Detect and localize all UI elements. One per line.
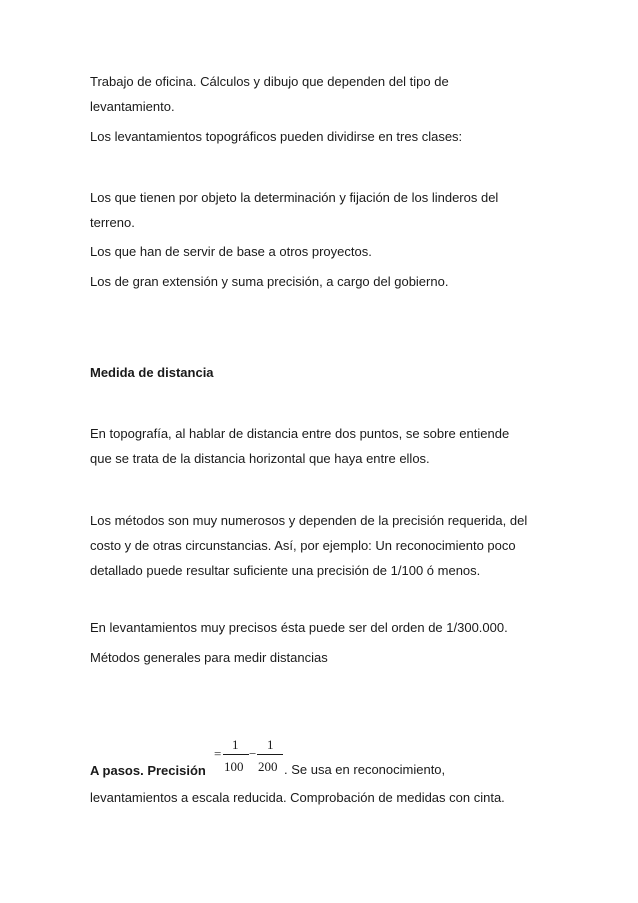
paragraph-topografia-line-1: En topografía, al hablar de distancia entre dos puntos, se sobre entiende xyxy=(90,426,510,441)
formula-frac2-numerator: 1 xyxy=(267,737,274,752)
paragraph-trabajo-line-2: levantamiento. xyxy=(90,99,175,114)
pasos-rest: . Se usa en reconocimiento, xyxy=(284,762,446,777)
paragraph-linderos-line-2: terreno. xyxy=(90,215,135,230)
paragraph-metodos-line-1: Los métodos son muy numerosos y dependen de la precisión requerida, del xyxy=(90,513,528,528)
formula-minus: − xyxy=(249,746,257,761)
paragraph-trabajo-line-1: Trabajo de oficina. Cálculos y dibujo que dependen del tipo de xyxy=(90,74,449,89)
paragraph-clases: Los levantamientos topográficos pueden dividirse en tres clases: xyxy=(90,129,463,144)
paragraph-linderos-line-1: Los que tienen por objeto la determinación y fijación de los linderos del xyxy=(90,190,499,205)
formula-frac1-numerator: 1 xyxy=(232,737,239,752)
formula-frac1-denominator: 100 xyxy=(224,759,244,774)
paragraph-metodos-generales: Métodos generales para medir distancias xyxy=(90,650,328,665)
pasos-label: A pasos. Precisión xyxy=(90,763,206,778)
formula-frac2-bar xyxy=(257,754,283,755)
paragraph-gobierno: Los de gran extensión y suma precisión, a cargo del gobierno. xyxy=(90,274,449,289)
formula-frac2-denominator: 200 xyxy=(258,759,278,774)
section-heading: Medida de distancia xyxy=(90,365,214,380)
paragraph-precisos: En levantamientos muy precisos ésta puede ser del orden de 1/300.000. xyxy=(90,620,508,635)
paragraph-metodos-line-3: detallado puede resultar suficiente una precisión de 1/100 ó menos. xyxy=(90,563,481,578)
paragraph-proyectos: Los que han de servir de base a otros proyectos. xyxy=(90,244,372,259)
paragraph-topografia-line-2: que se trata de la distancia horizontal que haya entre ellos. xyxy=(90,451,430,466)
paragraph-pasos-line-2: levantamientos a escala reducida. Comprobación de medidas con cinta. xyxy=(90,790,505,805)
formula-equals: = xyxy=(214,746,222,761)
formula-frac1-bar xyxy=(223,754,249,755)
paragraph-metodos-line-2: costo y de otras circunstancias. Así, por ejemplo: Un reconocimiento poco xyxy=(90,538,516,553)
